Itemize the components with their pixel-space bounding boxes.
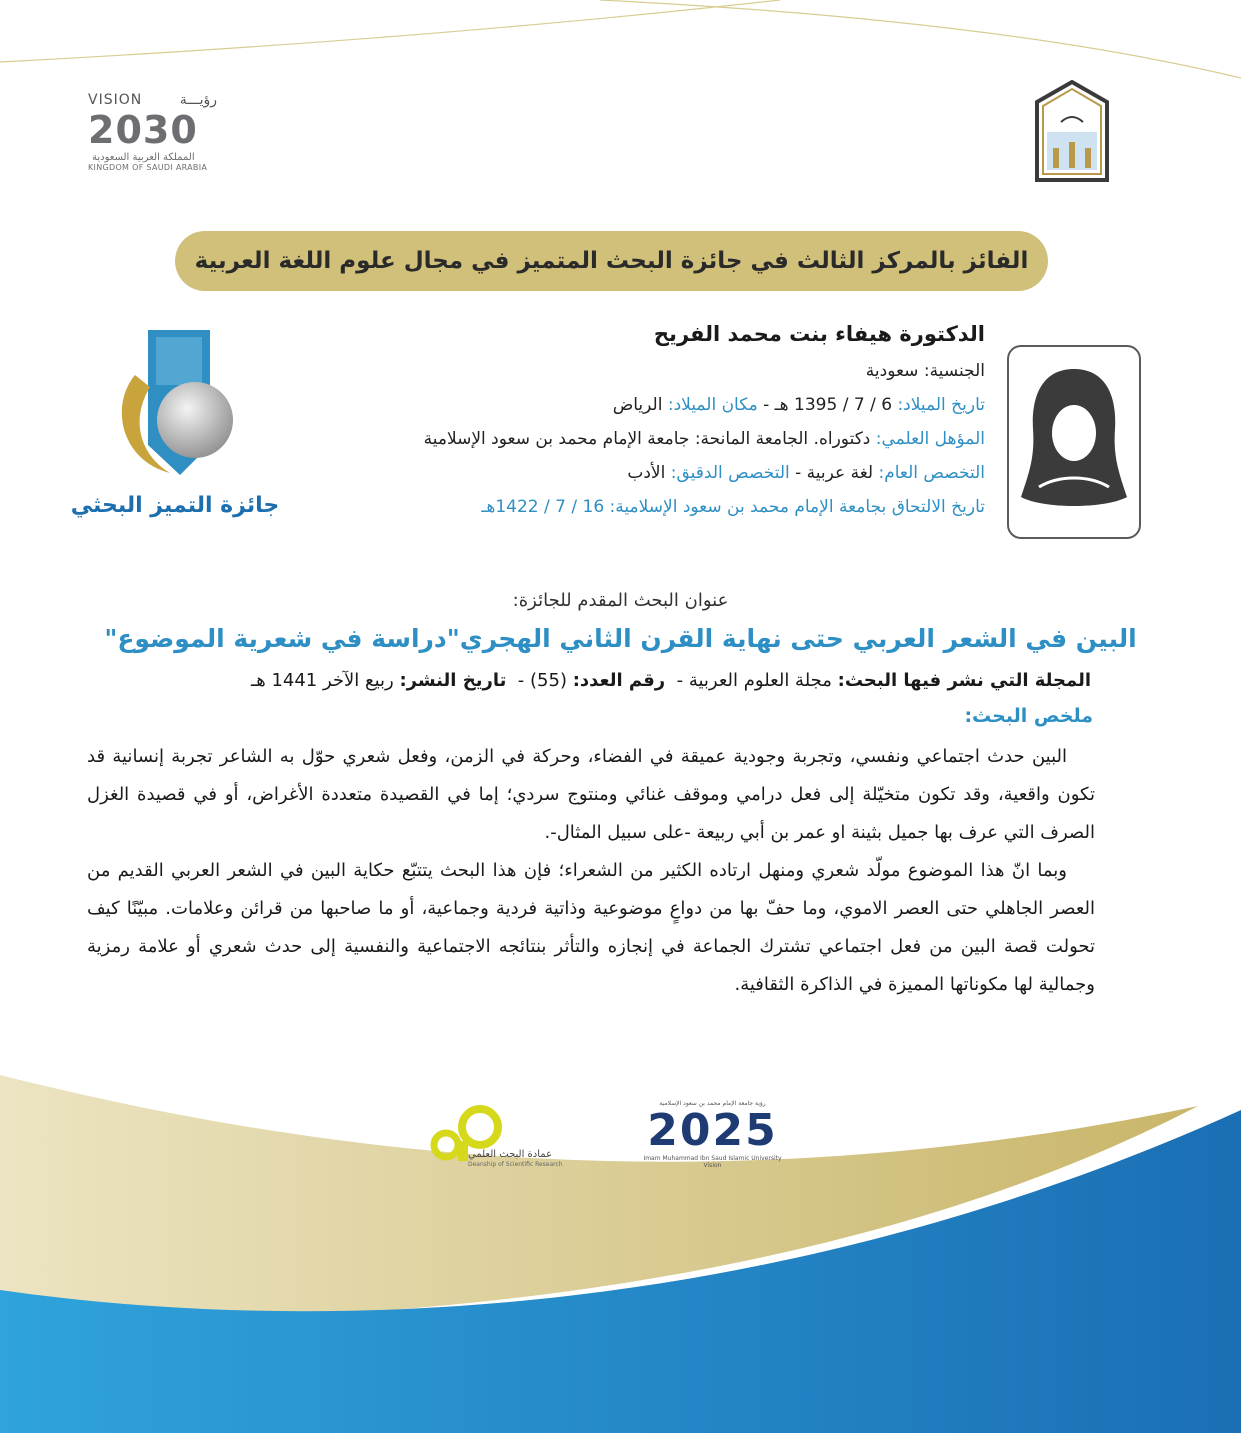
- deanship-en: Deanship of Scientific Research: [468, 1161, 563, 1168]
- abstract-paragraph-1: البين حدث اجتماعي ونفسي، وتجربة وجودية عميقة في الفضاء، وحركة في الزمن، وفعل شعري حوّل به الشاعر تجربة إنسانية قد تكون واقعية، وقد تكون متخيّلة إلى فعل درامي وموقف غنائي ومنتوج سردي؛ إما في القصيدة متعددة الأغراض، أو في قصيدة الغزل الصرف التي عرف بها جميل بثينة او عمر بن أبي ربيعة -على سبيل المثال-.: [87, 746, 1095, 843]
- journal-label: المجلة التي نشر فيها البحث:: [837, 670, 1091, 691]
- award-banner: [175, 231, 1048, 291]
- deanship-ar: عمادة البحث العلمي: [468, 1149, 553, 1160]
- university-vision-2025-logo: [640, 1100, 785, 1168]
- general-spec-value: لغة عربية -: [795, 463, 874, 483]
- join-date-value: 16 / 7 / 1422هـ: [481, 497, 605, 517]
- research-excellence-award-logo: [60, 325, 290, 535]
- research-title: البين في الشعر العربي حتى نهاية القرن الثاني الهجري"دراسة في شعرية الموضوع": [104, 624, 1137, 653]
- vision-2030-logo: [88, 92, 223, 184]
- abstract-paragraph-2: وبما انّ هذا الموضوع مولّد شعري ومنهل ارتاده الكثير من الشعراء؛ فإن هذا البحث يتتبّع حكاية البين في الشعر العربي القديم من العصر الجاهلي حتى العصر الاموي، وما حفّ بها من دواعٍ موضوعية وذاتية فردية وجماعية، أو ما صاحبها من قرائن وعلامات. مبيّنًا كيف تحولت قصة البين من فعل اجتماعي تشترك الجماعة في إنجازه والتأثر بنتائجه الاجتماعية والنفسية إلى حدث شعري أو علامة رمزية وجمالية لها مكوناتها المميزة في الذاكرة الثقافية.: [87, 860, 1095, 995]
- general-spec-label: التخصص العام:: [878, 463, 985, 483]
- nationality-label: الجنسية:: [923, 361, 985, 381]
- banner-text: الفائز بالمركز الثالث في جائزة البحث المتميز في مجال علوم اللغة العربية: [194, 248, 1029, 274]
- specialization-row: [265, 456, 985, 490]
- profile-photo: [1007, 345, 1141, 539]
- winner-info: [265, 322, 985, 524]
- qualification-label: المؤهل العلمي:: [875, 429, 985, 449]
- woman-avatar-icon: [1009, 347, 1139, 537]
- vision-word: VISION: [88, 92, 143, 108]
- vision-word-ar: رؤيـــة: [179, 92, 217, 108]
- award-caption: جائزة التميز البحثي: [70, 493, 280, 518]
- birth-row: [265, 388, 985, 422]
- journal-value: مجلة العلوم العربية -: [676, 670, 832, 691]
- vision2025-en: Imam Muhammad Ibn Saud Islamic University Vision: [643, 1155, 782, 1169]
- precise-spec-label: التخصص الدقيق:: [670, 463, 790, 483]
- pub-date-label: تاريخ النشر:: [399, 670, 507, 691]
- qualification-row: [265, 422, 985, 456]
- birth-date-label: تاريخ الميلاد:: [897, 395, 985, 415]
- winner-name: الدكتورة هيفاء بنت محمد الفريح: [653, 322, 985, 346]
- abstract-title: ملخص البحث:: [964, 705, 1093, 727]
- qualification-value: دكتوراه. الجامعة المانحة: جامعة الإمام محمد بن سعود الإسلامية: [423, 429, 871, 449]
- birth-place-label: مكان الميلاد:: [667, 395, 758, 415]
- precise-spec-value: الأدب: [627, 463, 666, 483]
- university-logo: [1033, 80, 1111, 182]
- birth-place-value: الرياض: [612, 395, 663, 415]
- vision-country-ar: المملكة العربية السعودية: [92, 152, 195, 163]
- nationality-value: سعودية: [865, 361, 919, 381]
- vision2025-year: 2025: [647, 1105, 778, 1156]
- abstract-body: [87, 738, 1095, 1004]
- award-emblem-icon: [60, 325, 290, 490]
- journal-info: [91, 670, 1091, 691]
- vision-year: 2030: [88, 108, 198, 152]
- issue-value: (55) -: [517, 670, 567, 691]
- join-date-row: [265, 490, 985, 524]
- join-date-label: تاريخ الالتحاق بجامعة الإمام محمد بن سعود الإسلامية:: [609, 497, 985, 517]
- pub-date-value: ربيع الآخر 1441 هـ: [250, 670, 394, 691]
- nationality-row: [265, 354, 985, 388]
- issue-label: رقم العدد:: [572, 670, 666, 691]
- birth-date-value: 6 / 7 / 1395 هـ -: [763, 395, 893, 415]
- research-caption: عنوان البحث المقدم للجائزة:: [512, 590, 729, 611]
- vision-country-en: KINGDOM OF SAUDI ARABIA: [88, 163, 208, 172]
- vision2025-top: رؤية جامعة الإمام محمد بن سعود الإسلامية: [659, 1100, 766, 1107]
- research-deanship-logo: [428, 1105, 563, 1173]
